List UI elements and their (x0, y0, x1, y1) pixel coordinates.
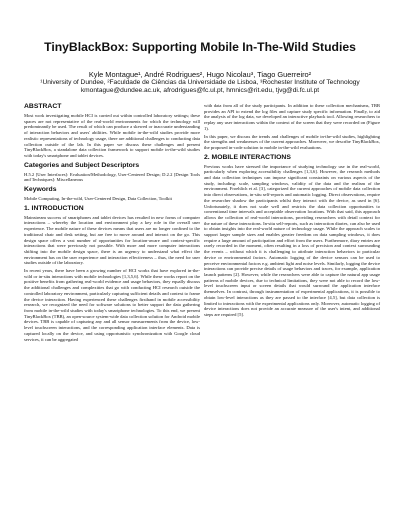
right-column (204, 103, 380, 320)
keywords-text: Mobile Computing, In-the-wild, User-Centered Design, Data Collection, Toolkit (24, 196, 172, 202)
introduction-heading: 1. INTRODUCTION (24, 204, 84, 212)
mobile-interactions-heading: 2. MOBILE INTERACTIONS (204, 153, 291, 161)
paper-title: TinyBlackBox: Supporting Mobile In-The-Wild Studies (44, 40, 356, 54)
abstract-text: Most work investigating mobile HCI is carried out within controlled laboratory settings; these spaces are not representative of the real-world environments for which the technology will predominantly be used. The result of which can produce a skewed or inaccurate understanding of interaction behaviors and users' abilities. While mobile in-the-wild studies provide more realistic representations of technology usage, there are additional challenges to conducting data collection outside of the lab. In this paper we discuss these challenges and present TinyBlackBox, a standalone data collection framework to support mobile in-the-wild studies with today's smartphone and tablet devices. (24, 113, 200, 158)
author-affiliations: ¹University of Dundee, ²Faculdade de Ciências da Universidade de Lisboa, ³Rochester Institute of Technology (40, 79, 360, 86)
keywords-heading: Keywords (24, 186, 57, 194)
introduction-continued-1: with data from all of the study participants. In addition to these collection mechanisms, TBB provides an API to extend the log files and capture study specific information. Finally, to aid the analysis of the log data, we developed an interactive playback tool. Allowing researchers to replay any user interactions within the context of the screen that they were recorded on (Figure 1). (204, 103, 380, 131)
introduction-continued-2: In this paper, we discuss the trends and challenges of mobile in-the-wild studies, highlighting the strengths and weaknesses of the current approaches. Moreover, we describe TinyBlackBox, the proposed in-code solution to mobile in-the-wild evaluations. (204, 133, 380, 150)
author-block (0, 71, 400, 95)
introduction-paragraph-1: Mainstream success of smartphones and tablet devices has resulted in new forms of computer interactions – whereby the location and environment play a key role in the overall user experience. The mobile nature of these devices means that users are no longer confined to the traditional chair and desk setting, but are free to move around and interact on the go. This design space offers a vast number of opportunities for location-aware and context-specific interactions that were previously not possible. With more and more computer interactions shifting into the mobile design space, there is an urgency to understand what effect the environment has on the user experience and interaction effectiveness – thus, the need for user studies outside of the laboratory. (24, 214, 200, 266)
author-emails: kmontague@dundee.ac.uk, afrodrigues@fc.ul.pt, hmnics@rit.edu, tjvg@di.fc.ul.pt (80, 87, 320, 94)
mobile-interactions-paragraph: Previous works have stressed the importance of studying technology use in the real-world, particularly when exploring accessibility challenges [1,3,6]. However, the research methods and data collection techniques can impose significant constraints on various aspects of the study, including: scale, sampling windows, validity of the data and the realism of the environment. Froehlich et al. [3], categorized the current approaches of mobile data collection into direct observations, in-situ self-reports and automatic logging. Direct observations, require the researcher shadow the participants whilst they interact with the device, as used in [6]. Unfortunately, it does not scale well and restricts the data collection opportunities to conventional time intervals and acceptable observation locations. With that said, this approach allows the collection of real-world interactions, providing researchers with detail context for the nature of these interactions. In-situ self-reports, such as interaction diaries, can also be used to obtain insights into the real-world nature of technology usage. While the approach scales to support larger sample sizes and enables greater freedom on data sampling windows, it does require a large amount of participation and effort from the users. Furthermore, diary entries are rarely recorded in the moment, often resulting in a loss of precision and context surrounding the events – without which it is challenging to attribute interaction behaviors to particular device or environmental factors. Automatic logging of the device sensors can be used to perceive environmental factors e.g. ambient light and noise levels. Similarly, logging the device interactions can provide precise details of usage behaviors and traces, for example, application launch patterns [2]. However, while the researchers were able to capture the natural app usage patterns of mobile devices, due to technical limitations, they were not able to record the low-level touchscreen input or screen details that would surround the application interface themselves. In contrast, through instrumentation of experimental applications, it is possible to obtain low-level interactions as they are passed to the interface [4,5], but data collection is limited to interactions with the experimental applications only. Moreover, automatic logging of device interactions does not provide an accurate measure of the user's intent, and additional steps are required [5]. (204, 163, 380, 317)
introduction-paragraph-2: In recent years, there have been a growing number of HCI works that have explored in-the-wild or in-situ interactions with mobile technologies [1,3,5,6]. While these works report on the positive benefits from gathering real-world evidence and usage behaviors, they equally discuss the additional challenges and complexities that go with conducting HCI research outside the controlled laboratory environment, particularly capturing sufficient details and context to frame the device interaction. Having experienced these challenges firsthand in mobile accessibility research, we recognized the need for software solutions to better support the data gathering from mobile in-the-wild studies with today's smartphone technologies. To this end, we present TinyBlackBox (TBB), an open-source system-wide data collection solution for Android mobile devices. TBB is capable of capturing any and all sensor measurements from the device, low-level touchscreen interactions, and the corresponding application interface elements. Data is captured locally on the device, and using opportunistic synchronization with Google cloud services, it can be aggregated (24, 268, 200, 342)
author-names: Kyle Montague¹, André Rodrigues², Hugo Nicolau³, Tiago Guerreiro² (88, 70, 312, 79)
categories-heading: Categories and Subject Descriptors (24, 161, 140, 169)
left-column (24, 103, 200, 344)
abstract-heading: ABSTRACT (24, 103, 62, 110)
categories-text: H.5.2 [User Interfaces]: Evaluation/Methodology, User-Centered Design; D.2.2 [Design Tools and Techniques]: Miscellaneous (24, 171, 200, 183)
